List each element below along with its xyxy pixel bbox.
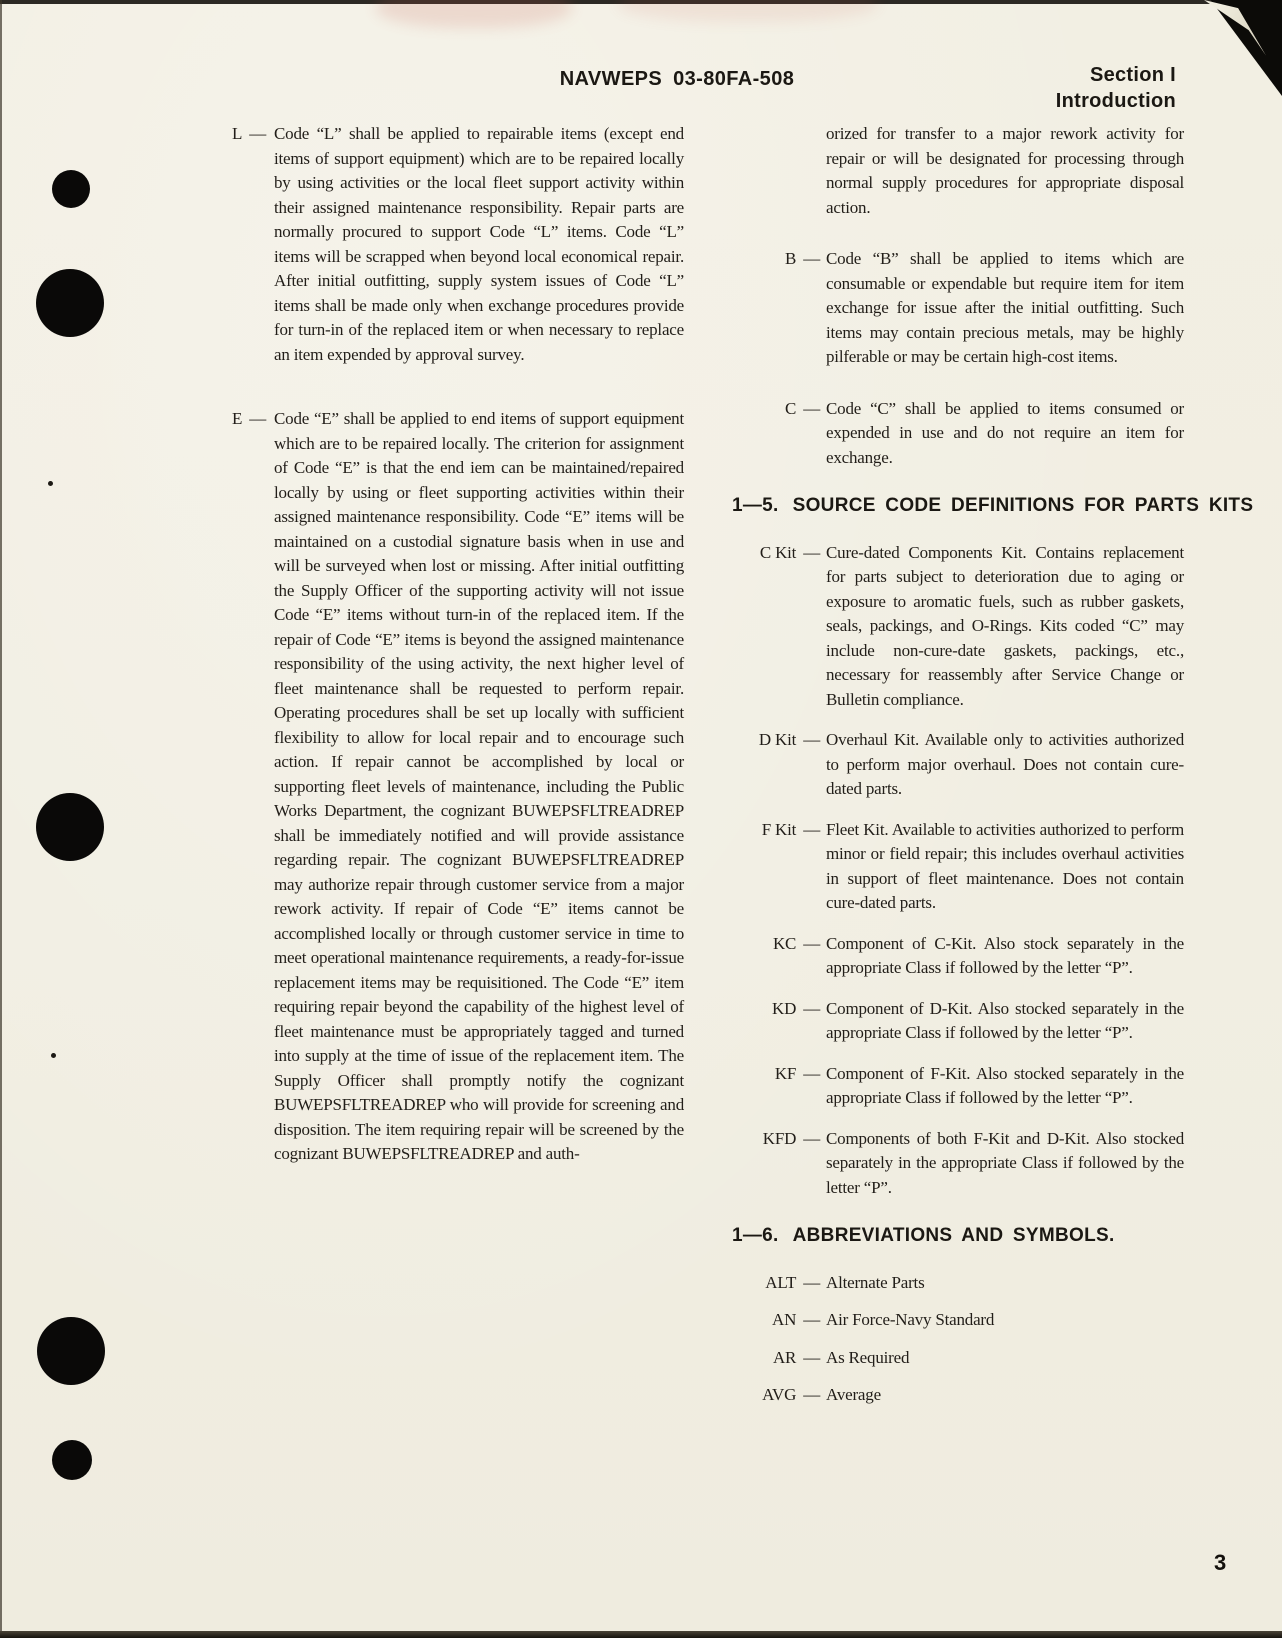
kit-label: KD [772,998,797,1018]
dash-glyph: — [803,1063,820,1083]
abbreviation-avg [732,1383,1184,1408]
dash-glyph: — [803,933,820,953]
abbreviation-text: As Required [826,1347,910,1367]
code-label: L [232,124,243,143]
abbreviation-label: AVG [762,1385,797,1404]
kit-label: KFD [762,1128,797,1148]
code-label: C [785,398,797,418]
dash-glyph: — [803,730,820,749]
section-heading-1-6 [732,1224,1184,1249]
binder-hole [36,269,104,337]
left-column [232,122,684,1167]
dash-glyph: — [803,398,820,418]
abbreviation-an [732,1308,1184,1333]
abbreviation-alt [732,1271,1184,1296]
dash-glyph: — [249,124,266,143]
code-definition-text: Code “C” shall be applied to items consumed or expended in use and do not require an item for exchange. [826,398,1184,467]
dash-glyph: — [249,409,266,428]
kit-label: KF [774,1063,797,1083]
dash-glyph: — [803,1310,820,1329]
kit-label: F Kit [761,819,797,839]
right-column [732,122,1254,1408]
kit-definition-text: Fleet Kit. Available to activities authorized to perform minor or field repair; this includes overhaul activities in support of fleet maintenance. Does not contain cure-dated parts. [826,819,1184,912]
kit-definition-text: Components of both F-Kit and D-Kit. Also stocked separately in the appropriate Class if followed by the letter “P”. [826,1128,1184,1197]
kit-label: KC [772,933,797,953]
code-definition-E [232,407,684,1167]
abbreviation-label: ALT [765,1272,797,1292]
page-number: 3 [1214,1550,1227,1575]
kit-definition-kfd [732,1127,1184,1201]
kit-definition-f-kit [732,818,1184,916]
kit-definition-c-kit [732,541,1184,713]
scan-background-corner [1206,0,1282,96]
ink-speck [48,481,53,486]
dash-glyph: — [803,1347,820,1367]
section-heading-title: ABBREVIATIONS AND SYMBOLS. [792,1225,1115,1246]
kit-label: D Kit [758,730,797,749]
code-label: B [785,249,797,268]
kit-label: C Kit [759,542,797,562]
code-definition-text: Code “B” shall be applied to items which are consumable or expendable but require item for item exchange for issue after the initial outfitting. Such items may contain precious metals, may be highly pilferable or may be certain high-cost items. [826,249,1184,366]
code-definition-text: Code “L” shall be applied to repairable items (except end items of support equipment) which are to be repaired locally by using activities or the local fleet support activity within their assigned maintenance responsibility. Repair parts are normally procured to support Code “L” items. Code “L” items will be scrapped when beyond local economical repair. After initial outfitting, supply system issues of Code “L” items shall be made only when exchange procedures provide for turn-in of the replaced item or when necessary to replace an item expended by approval survey. [274,124,684,364]
code-label: E [232,409,243,428]
section-subtitle: Introduction [1055,90,1176,112]
scan-edge-bottom [0,1631,1282,1638]
section-header [1056,62,1176,114]
code-definition-C [732,397,1184,471]
kit-definition-text: Cure-dated Components Kit. Contains replacement for parts subject to deterioration due to aging or exposure to aromatic fuels, such as rubber gaskets, seals, packings, and O-Rings. Kits coded “C” may include non-cure-date gaskets, packings, etc., necessary for reassembly after Service Change or Bulletin compliance. [826,542,1184,709]
scan-edge-left [0,0,2,1638]
kit-definition-text: Component of D-Kit. Also stocked separately in the appropriate Class if followed by the letter “P”. [826,998,1184,1042]
binder-hole [52,1440,92,1480]
dash-glyph: — [803,249,820,268]
binder-hole [37,1317,105,1385]
code-definition-L [232,122,684,367]
kit-definition-text: Component of F-Kit. Also stocked separately in the appropriate Class if followed by the letter “P”. [826,1063,1184,1107]
abbreviation-label: AR [772,1347,797,1367]
dash-glyph: — [803,542,820,562]
kit-definition-text: Component of C-Kit. Also stock separately in the appropriate Class if followed by the letter “P”. [826,933,1184,977]
document-number: NAVWEPS 03-80FA-508 [559,68,795,90]
abbreviation-text: Alternate Parts [826,1272,925,1292]
binder-hole [52,170,90,208]
dash-glyph: — [803,1128,820,1148]
kit-definition-text: Overhaul Kit. Available only to activities authorized to perform major overhaul. Does not contain cure-dated parts. [826,730,1184,798]
kit-definition-kc [732,932,1184,981]
abbreviation-text: Air Force-Navy Standard [826,1310,995,1329]
code-definition-text: Code “E” shall be applied to end items of support equipment which are to be repaired locally. The criterion for assignment of Code “E” is that the end iem can be maintained/repaired locally by using or fleet supporting activities within their assigned maintenance responsibility. Code “E” items will be maintained on a custodial signature basis when in use and will be surveyed when lost or missing. After initial outfitting the Supply Officer of the supporting activity will not issue Code “E” items without turn-in of the replaced item. If the repair of Code “E” items is beyond the assigned maintenance responsibility of the using activity, the next higher level of fleet maintenance shall be requested to perform repair. Operating procedures shall be set up locally with sufficient flexibility to allow for local repair and to encourage such action. If repair cannot be accomplished by local or supporting fleet levels of maintenance, including the Public Works Department, the cognizant BUWEPSFLTREADREP shall be immediately notified and will provide assistance regarding repair. The cognizant BUWEPSFLTREADREP may authorize repair through customer service from a major rework activity. If repair of Code “E” items cannot be accomplished locally or through customer service in time to meet operational maintenance requirements, a ready-for-issue replacement items may be requisitioned. The Code “E” item requiring repair beyond the capability of the highest level of fleet maintenance must be appropriately tagged and turned into supply at the time of issue of the replacement item. The Supply Officer shall promptly notify the cognizant BUWEPSFLTREADREP who will provide for screening and disposition. The item requiring repair will be screened by the cognizant BUWEPSFLTREADREP and auth- [274,409,684,1163]
abbreviation-label: AN [772,1310,797,1329]
dash-glyph: — [803,998,820,1018]
section-number: 1—6. [732,1225,779,1246]
kit-definition-kf [732,1062,1184,1111]
section-title: Section I [1089,64,1176,86]
binder-hole [36,793,104,861]
dash-glyph: — [803,1385,820,1404]
red-stamp-smudge [376,0,572,28]
abbreviation-text: Average [826,1385,881,1404]
section-heading-title: SOURCE CODE DEFINITIONS FOR PARTS KITS [792,495,1254,516]
kit-definition-kd [732,997,1184,1046]
dash-glyph: — [803,1272,820,1292]
continuation-paragraph: orized for transfer to a major rework activity for repair or will be designated for processing through normal supply procedures for appropriate disposal action. [826,124,1184,217]
code-definition-B [732,247,1184,370]
section-heading-1-5 [732,494,1254,519]
dash-glyph: — [803,819,820,839]
section-number: 1—5. [732,495,779,516]
red-stamp-smudge [618,0,878,22]
kit-definition-d-kit [732,728,1184,802]
ink-speck [51,1053,56,1058]
abbreviation-ar [732,1346,1184,1371]
